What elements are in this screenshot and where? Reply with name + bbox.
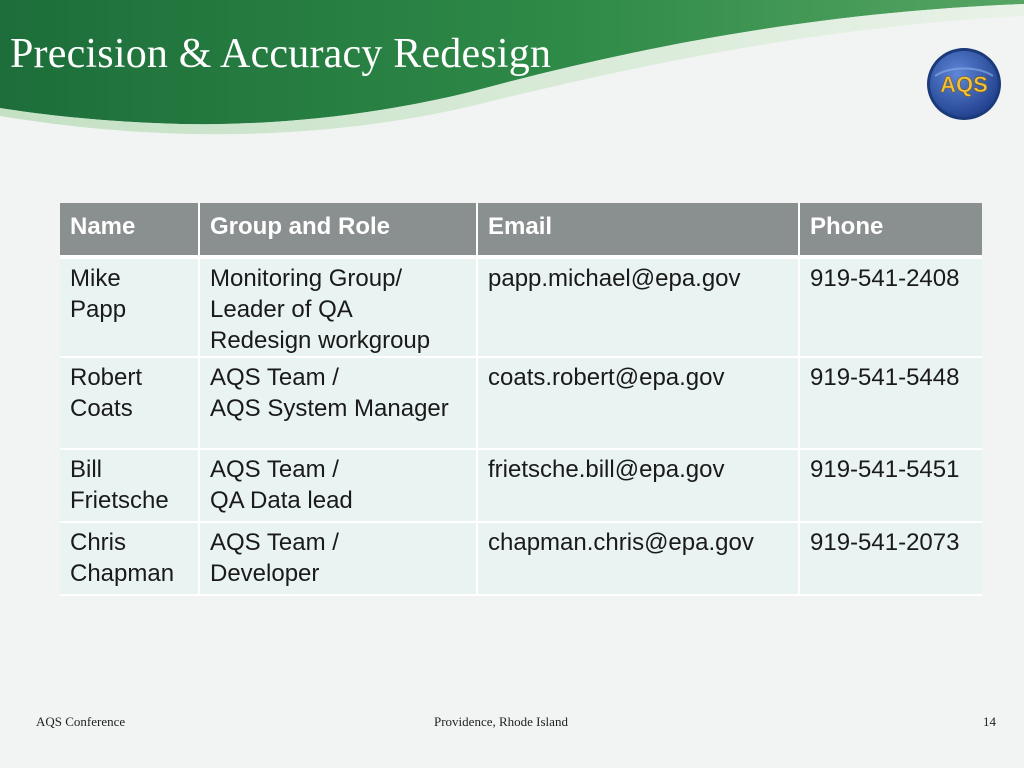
cell-role [199,257,477,357]
slide-title: Precision & Accuracy Redesign [10,31,552,77]
name-line: Chris [70,529,127,556]
name-line: Coats [70,395,133,422]
cell-phone: 919-541-2073 [799,522,982,595]
logo-text: AQS [940,72,988,97]
name-line: Robert [70,364,143,391]
role-line: AQS Team / [210,364,339,391]
role-line: AQS Team / [210,456,339,483]
header-name: Name [60,203,199,257]
name-line: Frietsche [70,487,169,514]
role-line: Monitoring Group/ [210,265,403,292]
cell-phone: 919-541-2408 [799,257,982,357]
role-line: QA Data lead [210,487,353,514]
footer-conference: AQS Conference [36,714,126,729]
table-row [60,522,982,595]
name-line: Chapman [70,560,175,587]
cell-phone: 919-541-5451 [799,449,982,522]
cell-email: papp.michael@epa.gov [477,257,799,357]
page-number: 14 [983,714,996,729]
cell-name [60,449,199,522]
cell-email: chapman.chris@epa.gov [477,522,799,595]
aqs-logo [925,46,1003,122]
name-line: Mike [70,265,121,292]
cell-role [199,449,477,522]
table-row [60,257,982,357]
header-email: Email [477,203,799,257]
cell-phone: 919-541-5448 [799,357,982,449]
table-header-row [60,203,982,257]
cell-role [199,522,477,595]
name-line: Bill [70,456,103,483]
header-group-role: Group and Role [199,203,477,257]
cell-name [60,357,199,449]
contacts-table [60,203,982,596]
cell-name [60,257,199,357]
table-row [60,357,982,449]
header-phone: Phone [799,203,982,257]
role-line: Leader of QA [210,296,353,323]
role-line: AQS Team / [210,529,339,556]
role-line: AQS System Manager [210,395,449,422]
name-line: Papp [70,296,127,323]
cell-email: frietsche.bill@epa.gov [477,449,799,522]
cell-email: coats.robert@epa.gov [477,357,799,449]
footer-location: Providence, Rhode Island [434,714,568,729]
cell-role [199,357,477,449]
cell-name [60,522,199,595]
role-line: Redesign workgroup [210,327,431,354]
table-row [60,449,982,522]
role-line: Developer [210,560,320,587]
